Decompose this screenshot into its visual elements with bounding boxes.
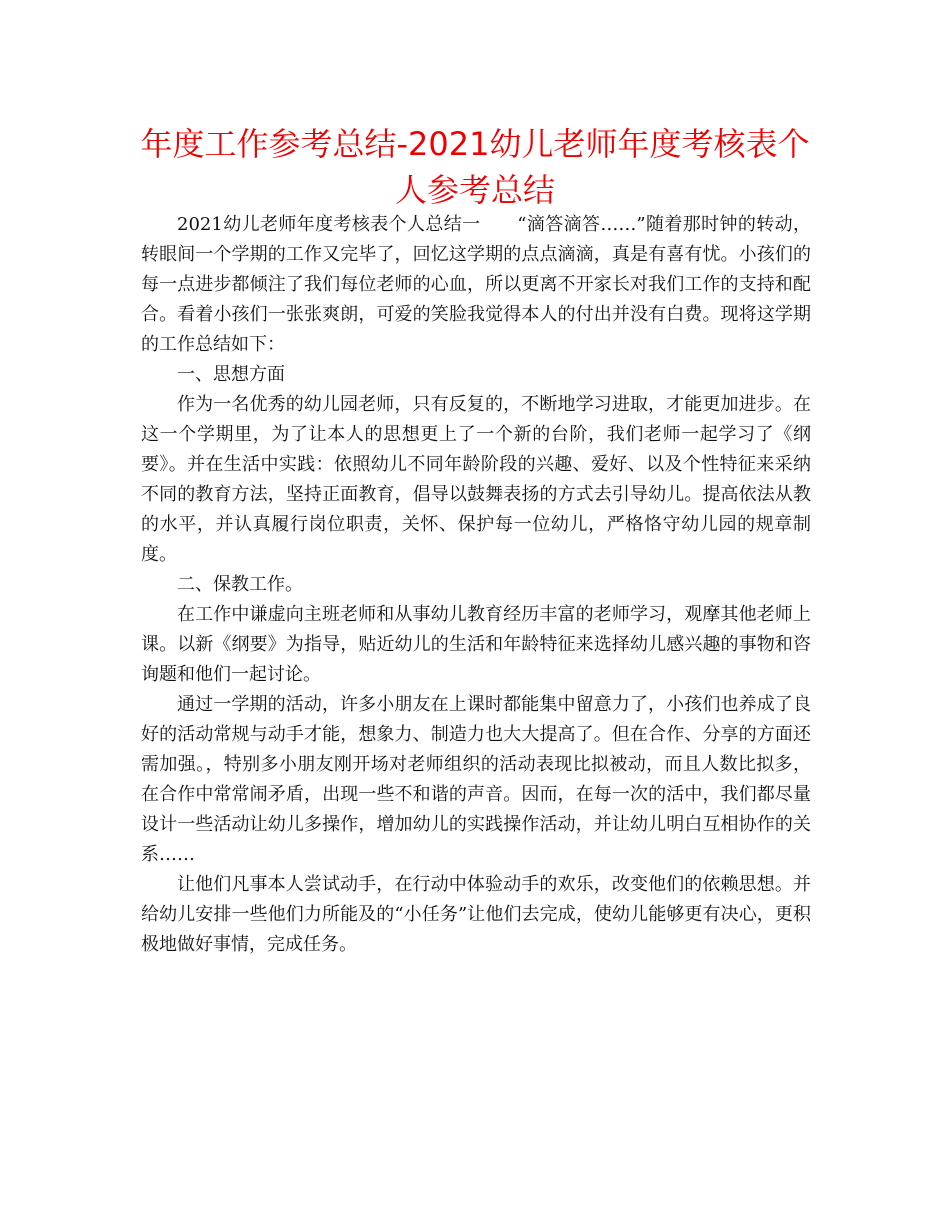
document-title-line-1: 年度工作参考总结-2021幼儿老师年度考核表个 <box>140 125 810 163</box>
paragraph-activities: 通过一学期的活动，许多小朋友在上课时都能集中留意力了，小孩们也养成了良好的活动常规与动手才能，想象力、制造力也大大提高了。但在合作、分享的方面还需加强。，特别多小朋友刚开场对老师组织的活动表现比拟被动，而且人数比拟多，在合作中常常闹矛盾，出现一些不和谐的声音。因而，在每一次的活中，我们都尽量设计一些活动让幼儿多操作，增加幼儿的实践操作活动，并让幼儿明白互相协作的关系…… <box>141 694 811 865</box>
paragraph-hands-on: 让他们凡事本人尝试动手，在行动中体验动手的欢乐，改变他们的依赖思想。并给幼儿安排一些他们力所能及的“小任务”让他们去完成，使幼儿能够更有决心，更积极地做好事情，完成任务。 <box>141 874 811 955</box>
section-heading-thought: 一、思想方面 <box>177 364 285 385</box>
paragraph-intro: 2021幼儿老师年度考核表个人总结一 “滴答滴答……”随着那时钟的转动，转眼间一个学期的工作又完毕了，回忆这学期的点点滴滴，真是有喜有忧。小孩们的每一点进步都倾注了我们每位老师的心血，所以更离不开家长对我们工作的支持和配合。看着小孩们一张张爽朗，可爱的笑脸我觉得本人的付出并没有白费。现将这学期的工作总结如下： <box>141 214 811 355</box>
section-heading-care-education: 二、保教工作。 <box>177 574 303 595</box>
paragraph-care-education: 在工作中谦虚向主班老师和从事幼儿教育经历丰富的老师学习，观摩其他老师上课。以新《纲要》为指导，贴近幼儿的生活和年龄特征来选择幼儿感兴趣的事物和咨询题和他们一起讨论。 <box>141 604 811 685</box>
paragraph-thought: 作为一名优秀的幼儿园老师，只有反复的，不断地学习进取，才能更加进步。在这一个学期里，为了让本人的思想更上了一个新的台阶，我们老师一起学习了《纲要》。并在生活中实践：依照幼儿不同年龄阶段的兴趣、爱好、以及个性特征来采纳不同的教育方法，坚持正面教育，倡导以鼓舞表扬的方式去引导幼儿。提高依法从教的水平，并认真履行岗位职责，关怀、保护每一位幼儿，严格恪守幼儿园的规章制度。 <box>141 394 811 565</box>
document-title-line-2: 人参考总结 <box>394 171 555 209</box>
document-body <box>141 210 811 960</box>
